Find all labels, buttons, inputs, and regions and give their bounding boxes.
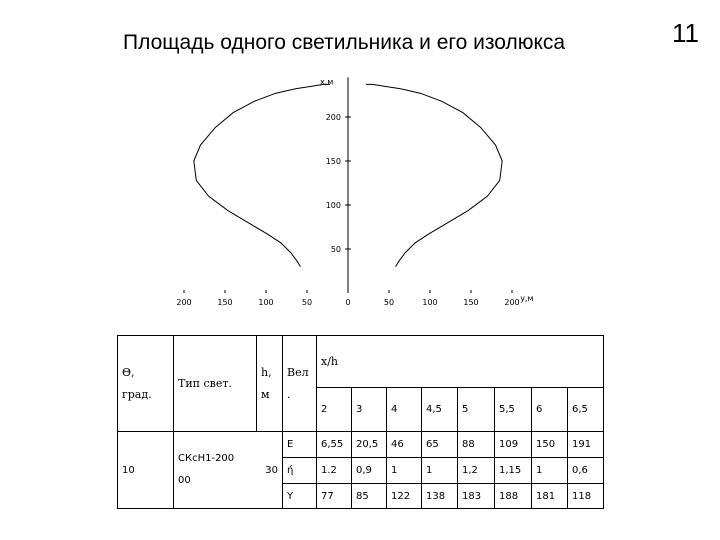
table-cell: 1 [422,458,458,484]
luminaire-type-line2: 00 [178,475,191,486]
height-value: 30 [257,432,283,509]
ratio-cell: 5 [458,388,495,432]
ratio-cell: 4 [387,388,422,432]
y-tick-label: 50 [330,245,341,254]
luminaire-type [174,432,257,509]
header-height-symbol: h, [261,365,272,379]
data-table [117,335,604,509]
table-cell: 65 [422,432,458,458]
table-cell: 1.2 [317,458,352,484]
y-tick-label: 200 [325,113,341,122]
isolux-curve-right [366,84,502,266]
table-cell: 188 [495,484,532,509]
x-tick-label: 200 [176,298,192,307]
header-theta [118,336,174,432]
header-type: Тип свет. [174,336,257,432]
header-quantity [283,336,317,432]
isolux-curve-left [194,84,330,266]
header-quantity-line2: . [287,387,291,401]
header-ratio: x/h [317,336,604,388]
y-tick-label: 150 [325,157,341,166]
row-label: Y [283,484,317,509]
ratio-cell: 6 [532,388,568,432]
table-cell: 109 [495,432,532,458]
table-cell: 138 [422,484,458,509]
x-tick-label: 100 [422,298,438,307]
y-axis-label: x,м [320,77,334,87]
header-theta-symbol: Θ, [122,365,135,379]
ratio-cell: 5,5 [495,388,532,432]
table-cell: 183 [458,484,495,509]
header-height-unit: м [261,387,270,401]
table-cell: 6,55 [317,432,352,458]
table-cell: 181 [532,484,568,509]
table-cell: 0,9 [352,458,387,484]
x-tick-label: 100 [258,298,274,307]
header-height [257,336,283,432]
luminaire-type-line1: СКсН1-200 [178,453,235,464]
table-cell: 20,5 [352,432,387,458]
table-header-row [118,336,604,388]
x-axis-label: y,м [520,294,534,303]
table-cell: 46 [387,432,422,458]
x-tick-label: 0 [345,298,351,307]
x-tick-label: 150 [463,298,479,307]
table-cell: 85 [352,484,387,509]
ratio-cell: 4,5 [422,388,458,432]
x-tick-label: 50 [301,298,313,307]
ratio-cell: 3 [352,388,387,432]
page-number: 11 [672,18,699,48]
table-cell: 1 [387,458,422,484]
y-tick-label: 100 [325,201,341,210]
table-cell: 1,15 [495,458,532,484]
header-quantity-line1: Вел [287,365,309,379]
ratio-cell: 2 [317,388,352,432]
theta-value: 10 [118,432,174,509]
x-tick-label: 150 [217,298,233,307]
table-cell: 122 [387,484,422,509]
table-cell: 191 [568,432,604,458]
table-cell: 1,2 [458,458,495,484]
row-label: E [283,432,317,458]
table-row [118,432,604,458]
x-tick-label: 50 [383,298,395,307]
ratio-cell: 6,5 [568,388,604,432]
table-cell: 88 [458,432,495,458]
slide-title: Площадь одного светильника и его изолюкса [123,31,566,54]
row-label: ή [283,458,317,484]
table-cell: 77 [317,484,352,509]
header-theta-unit: град. [122,387,152,401]
table-cell: 0,6 [568,458,604,484]
table-cell: 1 [532,458,568,484]
table-cell: 118 [568,484,604,509]
x-tick-label: 200 [504,298,520,307]
table-cell: 150 [532,432,568,458]
